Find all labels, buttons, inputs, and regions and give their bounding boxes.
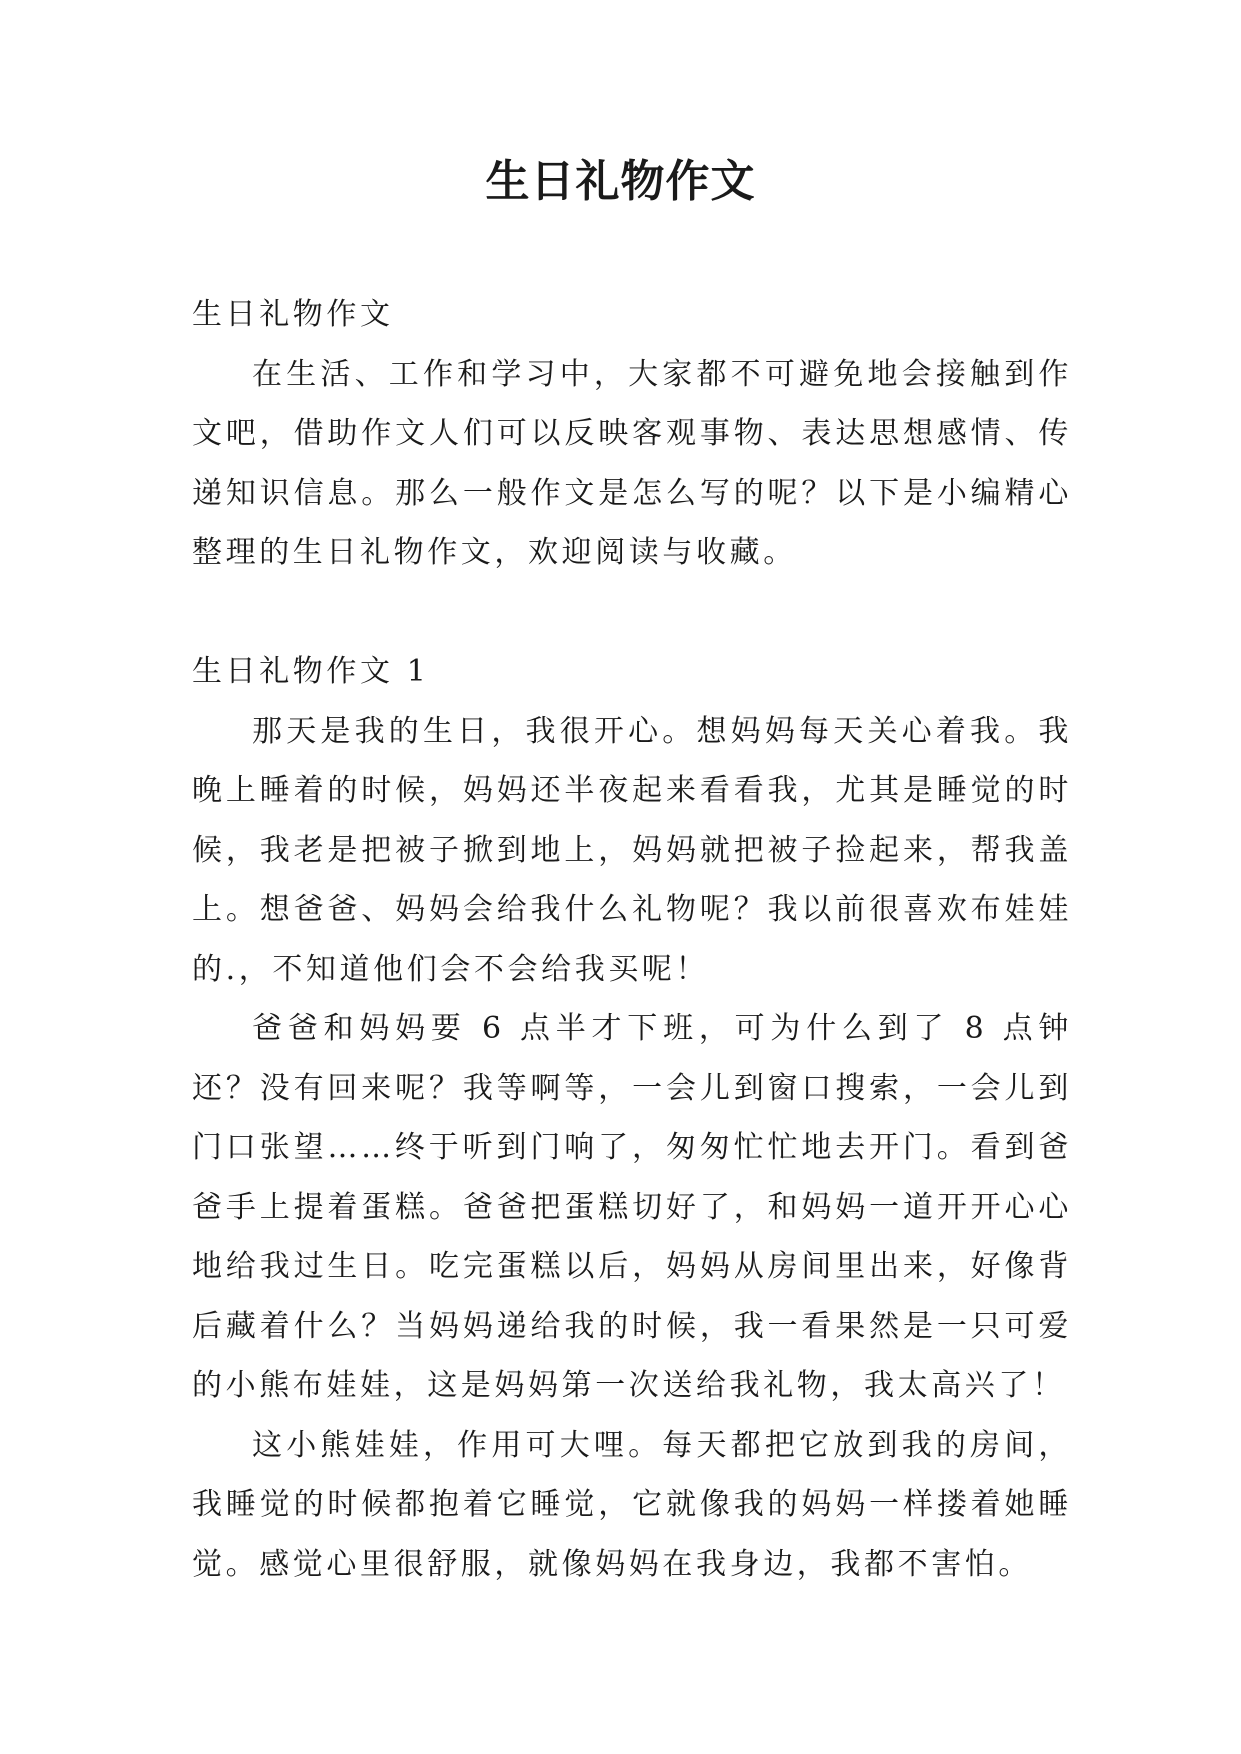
document-body [192, 285, 1072, 1594]
section-heading: 生日礼物作文 1 [192, 654, 430, 689]
body-paragraph: 那天是我的生日，我很开心。想妈妈每天关心着我。我晚上睡着的时候，妈妈还半夜起来看看我，尤其是睡觉的时候，我老是把被子掀到地上，妈妈就把被子捡起来，帮我盖上。想爸爸、妈妈会给我什么礼物呢？我以前很喜欢布娃娃的.，不知道他们会不会给我买呢！ [192, 713, 1072, 987]
body-paragraph: 爸爸和妈妈要 6 点半才下班，可为什么到了 8 点钟还？没有回来呢？我等啊等，一会儿到窗口搜索，一会儿到门口张望……终于听到门响了，匆匆忙忙地去开门。看到爸爸手上提着蛋糕。爸爸把蛋糕切好了，和妈妈一道开开心心地给我过生日。吃完蛋糕以后，妈妈从房间里出来，好像背后藏着什么？当妈妈递给我的时候，我一看果然是一只可爱的小熊布娃娃，这是妈妈第一次送给我礼物，我太高兴了！ [192, 1011, 1072, 1403]
intro-paragraph: 在生活、工作和学习中，大家都不可避免地会接触到作文吧，借助作文人们可以反映客观事物、表达思想感情、传递知识信息。那么一般作文是怎么写的呢？以下是小编精心整理的生日礼物作文，欢迎阅读与收藏。 [192, 356, 1072, 570]
body-paragraph: 这小熊娃娃，作用可大哩。每天都把它放到我的房间，我睡觉的时候都抱着它睡觉，它就像我的妈妈一样搂着她睡觉。感觉心里很舒服，就像妈妈在我身边，我都不害怕。 [192, 1427, 1072, 1582]
document-title: 生日礼物作文 [485, 156, 756, 207]
intro-label: 生日礼物作文 [192, 297, 394, 332]
section-spacer [192, 583, 1072, 643]
